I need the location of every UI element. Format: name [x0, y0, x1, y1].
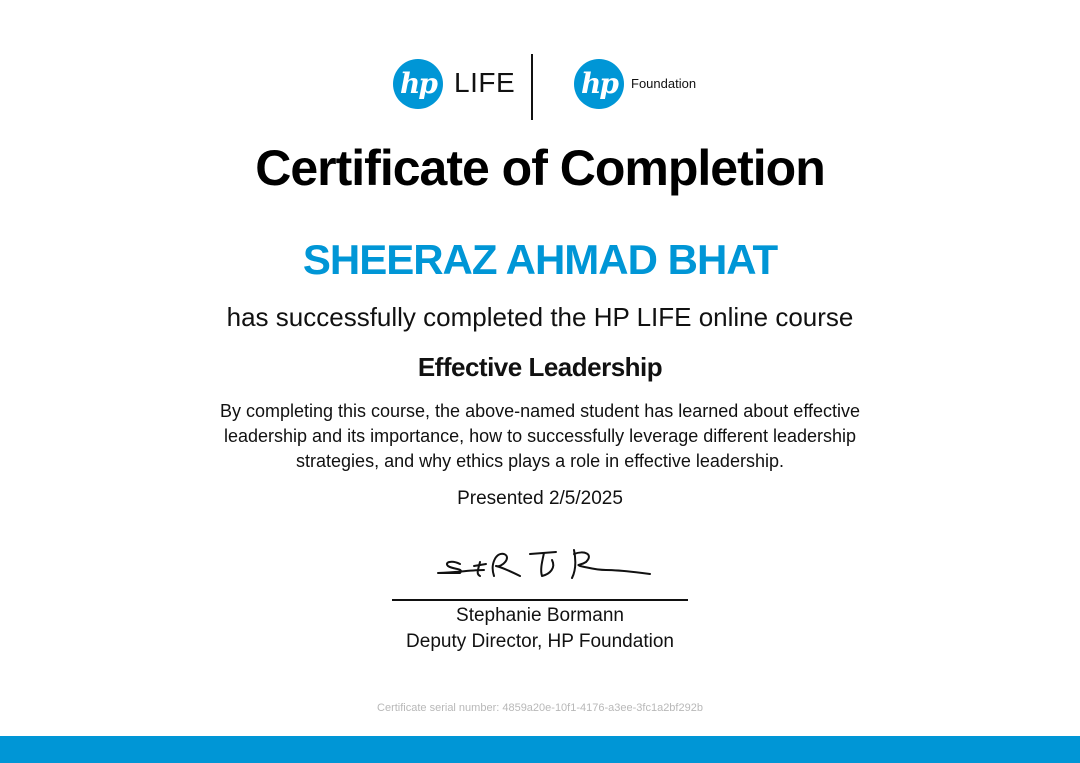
certificate-serial-number: Certificate serial number: 4859a20e-10f1-4176-a3ee-3fc1a2bf292b: [377, 702, 703, 714]
logo-header: [0, 54, 1080, 122]
life-logo-text: LIFE: [454, 67, 516, 98]
course-name: Effective Leadership: [417, 352, 663, 382]
signature-image: [430, 540, 660, 590]
hp-logo-icon: hp: [393, 59, 443, 109]
foundation-logo-text: Foundation: [631, 76, 697, 91]
signatory-title: Deputy Director, HP Foundation: [406, 631, 674, 652]
course-description: By completing this course, the above-named student has learned about effective leadership and its importance, how to successfully leverage different leadership strategies, and why ethics plays a role in effective leadership.: [219, 401, 861, 471]
certificate-title: Certificate of Completion: [255, 140, 825, 196]
footer-accent-bar: [0, 736, 1080, 763]
presented-date: Presented 2/5/2025: [457, 488, 623, 509]
recipient-name: SHEERAZ AHMAD BHAT: [302, 236, 778, 283]
hp-foundation-logo-icon: hp: [574, 59, 624, 109]
completion-statement: has successfully completed the HP LIFE online course: [226, 302, 854, 332]
signature-line: [392, 599, 688, 601]
signatory-name: Stephanie Bormann: [456, 605, 624, 626]
logo-divider: [531, 54, 533, 120]
